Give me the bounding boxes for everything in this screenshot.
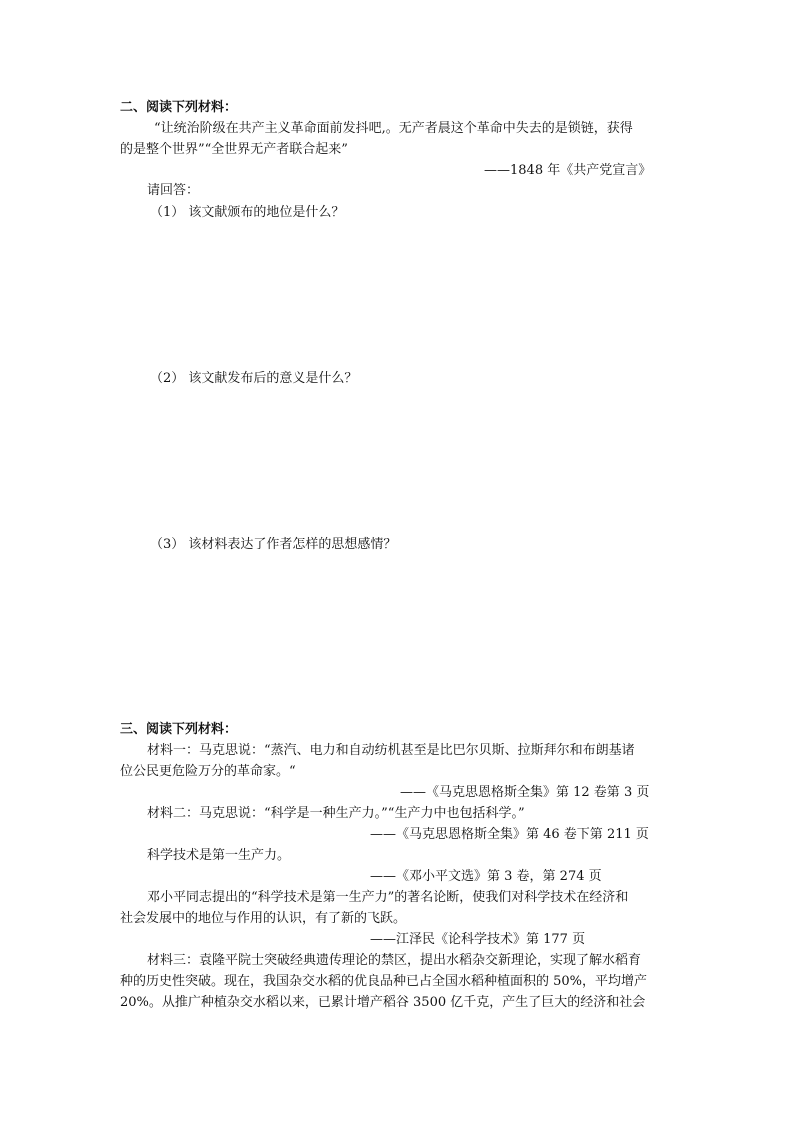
material1-line2: 位公民更危险万分的革命家。“	[120, 764, 296, 779]
section2-quote-line2: 的是整个世界”“全世界无产者联合起来”	[120, 142, 348, 157]
material3-line3: 20%。从推广种植杂交水稻以来，已累计增产稻谷 3500 亿千克，产生了巨大的经济和社会	[120, 995, 646, 1010]
material3-line2: 种的历史性突破。现在，我国杂交水稻的优良品种已占全国水稻种植面积的 50%，平均增产	[120, 974, 648, 989]
material1-source: ——《马克思恩格斯全集》第 12 卷第 3 页	[400, 785, 650, 800]
section2-prompt: 请回答：	[147, 183, 200, 198]
section2-question-2: （2） 该文献发布后的意义是什么？	[150, 371, 358, 386]
section2-quote-line1: “让统治阶级在共产主义革命面前发抖吧,。无产者晨这个革命中失去的是锁链，获得	[154, 121, 633, 136]
material2-line3: 邓小平同志提出的“科学技术是第一生产力”的著名论断，使我们对科学技术在经济和	[147, 890, 629, 905]
section2-question-1: （1） 该文献颁布的地位是什么？	[150, 205, 345, 220]
material2-line1: 材料二：马克思说：“科学是一种生产力。”“生产力中也包括科学。”	[147, 806, 525, 821]
material1-line1: 材料一：马克思说：“蒸汽、电力和自动纺机甚至是比巴尔贝斯、拉斯拜尔和布朗基诸	[147, 743, 635, 758]
material2-source3: ——江泽民《论科学技术》第 177 页	[370, 932, 586, 947]
material2-source: ——《马克思恩格斯全集》第 46 卷下第 211 页	[370, 827, 649, 842]
section2-source: ——1848 年《共产党宣言》	[484, 163, 652, 178]
section2-heading: 二、阅读下列材料：	[120, 100, 238, 115]
material2-line2: 科学技术是第一生产力。	[147, 848, 291, 863]
section3-heading: 三、阅读下列材料：	[120, 722, 238, 737]
material3-line1: 材料三：袁隆平院士突破经典遗传理论的禁区，提出水稻杂交新理论，实现了解水稻育	[147, 953, 642, 968]
material2-source2: ——《邓小平文选》第 3 卷，第 274 页	[370, 869, 602, 884]
section2-question-3: （3） 该材料表达了作者怎样的思想感情？	[150, 537, 397, 552]
material2-line4: 社会发展中的地位与作用的认识，有了新的飞跃。	[120, 911, 407, 926]
